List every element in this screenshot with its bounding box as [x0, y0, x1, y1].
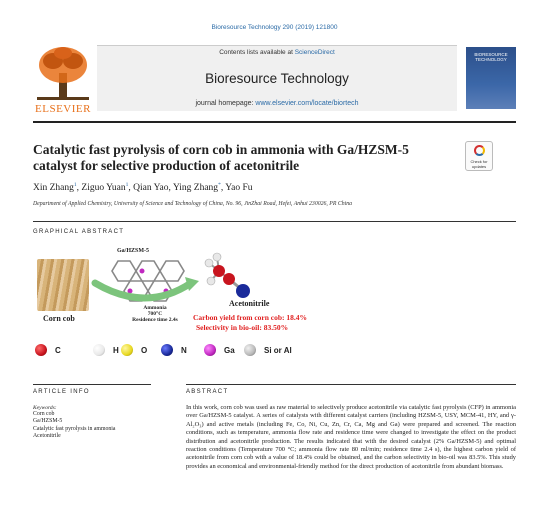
journal-header: [33, 43, 516, 115]
legend-label: Si or Al: [264, 345, 292, 355]
legend-swatch: [204, 344, 216, 356]
article-title: Catalytic fast pyrolysis of corn cob in ammonia with Ga/HZSM-5 catalyst for selective production of acetonitrile: [33, 142, 409, 173]
abstract-heading: ABSTRACT: [186, 389, 229, 395]
condition-temperature: 700°C: [147, 311, 163, 317]
journal-title[interactable]: Bioresource Technology: [205, 71, 349, 86]
carbon-yield-text: Carbon yield from corn cob: 18.4%: [193, 313, 308, 322]
abstract-rule: [186, 384, 516, 385]
legend-item: [121, 344, 147, 356]
legend-item: [161, 344, 187, 356]
publisher-name: ELSEVIER: [35, 103, 91, 115]
homepage-link[interactable]: www.elsevier.com/locate/biortech: [255, 100, 359, 107]
legend-swatch: [35, 344, 47, 356]
check-updates-icon: [474, 145, 485, 156]
author-name[interactable]: Xin Zhang: [33, 183, 74, 194]
legend-label: H: [113, 345, 119, 355]
abstract-body: In this work, corn cob was used as raw material to selectively produce acetonitrile via catalytic fast pyrolysis (CFP) in ammonia over Ga/HZSM-5 catalyst. A series of catalysts with different catalyst carriers (including HZSM-5, USY, MCM-41, HY, and γ-Al₂O₃) and active metals (including Fe, Co, Ni, Cu, Zn, Cr, Ca, Mg and Ga) were prepared and screened. The reaction conditions, such as temperature, ammonia flow rate and residence time were changed to investigate the effect on the product distribution and acetonitrile production. The results indicated that with the desired catalyst (2% Ga/HZSM-5) and optimal reaction conditions (Temperature 700 °C; ammonia flow rate 80 ml/min; residence time 2.4 s), the highest carbon yield of acetonitrile from corn cob with a value of 18.4% could be obtained, and the carbon selectivity in bio-oil was 83.5%. This study provides an economical and environmental-friendly method for the direct production of acetonitrile from abundant biomass.: [186, 404, 516, 470]
homepage-line: [97, 100, 457, 107]
author-name[interactable]: Qian Yao: [133, 183, 169, 194]
legend-label: Ga: [224, 345, 235, 355]
article-info-rule: [33, 384, 151, 385]
condition-gas: Ammonia: [143, 305, 167, 311]
author-mark: 1: [73, 182, 77, 188]
journal-info-box: [97, 45, 457, 111]
feedstock-label: Corn cob: [43, 314, 75, 323]
corn-cob-image: [37, 259, 89, 311]
catalyst-label: Ga/HZSM-5: [117, 248, 150, 254]
contents-prefix: Contents lists available at: [219, 49, 295, 56]
publisher-logo: [33, 43, 93, 115]
author-name[interactable]: Ziguo Yuan: [81, 183, 126, 194]
abstract-section: [186, 384, 516, 471]
sciencedirect-link[interactable]: ScienceDirect: [294, 49, 335, 56]
homepage-prefix: journal homepage:: [195, 100, 256, 107]
legend-item: [35, 344, 61, 356]
legend-label: C: [55, 345, 61, 355]
condition-residence-time: Residence time 2.4s: [132, 317, 178, 323]
legend-item: [204, 344, 235, 356]
author-name[interactable]: Yao Fu: [225, 183, 253, 194]
header-divider: [33, 121, 516, 123]
section-divider: [33, 221, 516, 222]
legend-item: [244, 344, 292, 356]
article-info-section: [33, 384, 151, 441]
reaction-conditions: [130, 305, 180, 323]
keywords-label: Keywords:: [33, 405, 57, 411]
legend-label: O: [141, 345, 148, 355]
legend-swatch: [161, 344, 173, 356]
graphical-abstract-heading: GRAPHICAL ABSTRACT: [33, 229, 125, 235]
legend-label: N: [181, 345, 187, 355]
author-affiliation: Department of Applied Chemistry, University of Science and Technology of China, No. 96, JinZhai Road, Hefei, Anhui 230026, PR China: [33, 201, 353, 207]
author-name[interactable]: Ying Zhang: [172, 183, 219, 194]
journal-citation[interactable]: Bioresource Technology 290 (2019) 121800: [211, 24, 338, 31]
legend-swatch: [121, 344, 133, 356]
author-mark: *: [218, 182, 221, 188]
keyword: Catalytic fast pyrolysis in ammonia: [33, 425, 116, 432]
legend-item: [93, 344, 119, 356]
keyword: Corn cob: [33, 411, 55, 417]
contents-line: [97, 49, 457, 56]
author-mark: 1: [125, 182, 129, 188]
check-for-updates-button[interactable]: [465, 141, 493, 171]
legend-swatch: [93, 344, 105, 356]
legend-swatch: [244, 344, 256, 356]
cover-title: BIORESOURCE TECHNOLOGY: [474, 52, 508, 62]
product-label: Acetonitrile: [229, 299, 270, 308]
graphical-abstract: [33, 247, 516, 382]
article-info-heading: ARTICLE INFO: [33, 389, 90, 395]
keyword: Acetonitrile: [33, 433, 61, 440]
author-list: Xin Zhang$^1$, Ziguo Yuan$^1$, Qian Yao, Ying Zhang*, Yao Fu: [33, 182, 253, 194]
selectivity-text: Selectivity in bio-oil: 83.50%: [196, 323, 289, 332]
journal-cover-image[interactable]: [466, 47, 516, 109]
keyword: Ga/HZSM-5: [33, 418, 63, 425]
check-updates-label: Check for updates: [470, 159, 488, 169]
